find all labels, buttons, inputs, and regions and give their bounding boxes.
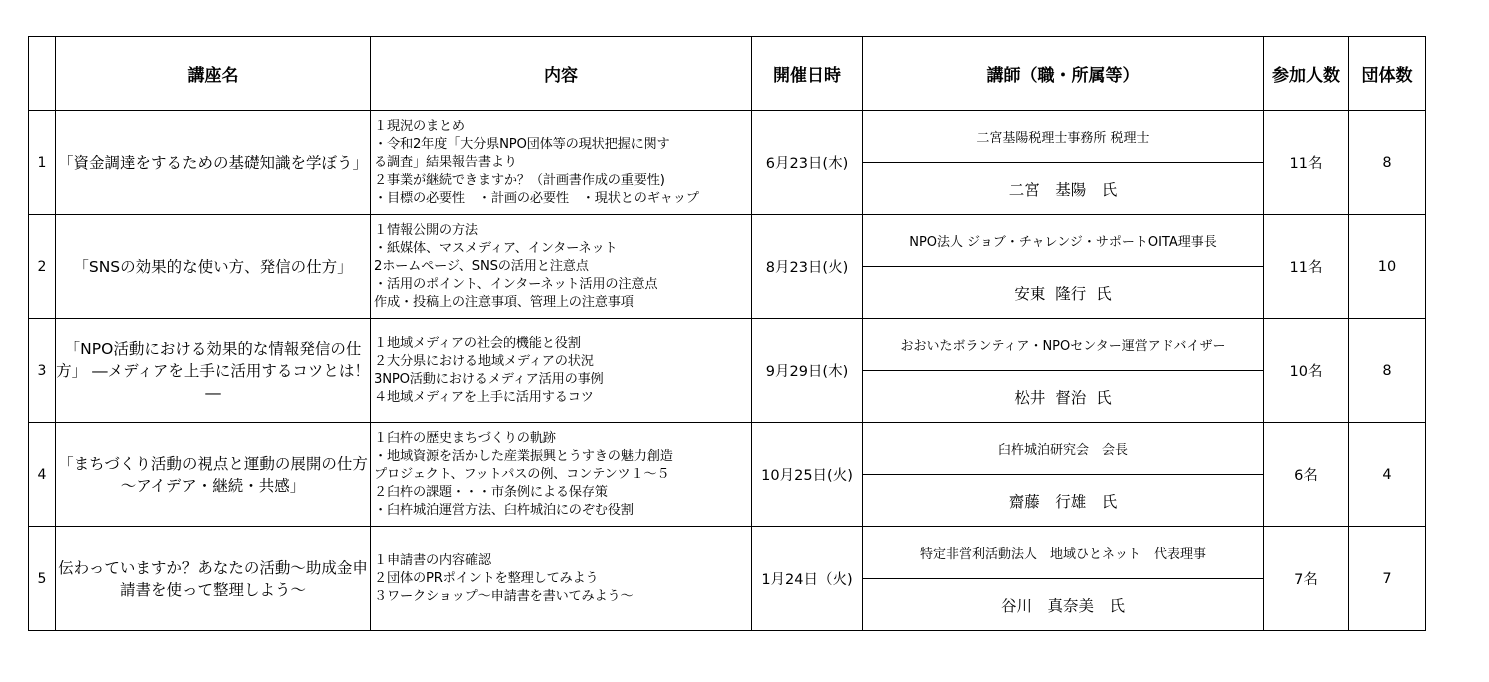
content-line: ３ワークショップ～申請書を書いてみよう～ <box>374 588 634 604</box>
lecturer-name: 二宮 基陽 氏 <box>863 163 1264 215</box>
participant-count: 6名 <box>1264 423 1349 527</box>
table-row <box>29 215 1426 267</box>
header-number <box>29 37 56 111</box>
row-number: 5 <box>29 527 56 631</box>
group-count: 4 <box>1349 423 1426 527</box>
lecturer-name: 松井 督治 氏 <box>863 371 1264 423</box>
row-number: 4 <box>29 423 56 527</box>
lecturer-affiliation: おおいたボランティア・NPOセンター運営アドバイザー <box>863 319 1264 371</box>
table-row <box>29 319 1426 371</box>
content-line: １地域メディアの社会的機能と役割 <box>374 335 581 351</box>
event-date: 9月29日(木) <box>752 319 863 423</box>
header-row <box>29 37 1426 111</box>
content-line: １情報公開の方法 <box>374 222 478 238</box>
lecturer-name: 谷川 真奈美 氏 <box>863 579 1264 631</box>
lecturer-name: 齋藤 行雄 氏 <box>863 475 1264 527</box>
course-title: 「まちづくり活動の視点と運動の展開の仕方～アイデア・継続・共感」 <box>56 423 371 527</box>
header-participants: 参加人数 <box>1264 37 1349 111</box>
event-date: 10月25日(火) <box>752 423 863 527</box>
row-number: 2 <box>29 215 56 319</box>
group-count: 10 <box>1349 215 1426 319</box>
group-count: 8 <box>1349 319 1426 423</box>
course-content <box>371 423 752 527</box>
group-count: 7 <box>1349 527 1426 631</box>
course-title: 伝わっていますか？あなたの活動～助成金申請書を使って整理しよう～ <box>56 527 371 631</box>
content-line: ２団体のPRポイントを整理してみよう <box>374 570 599 586</box>
header-groups: 団体数 <box>1349 37 1426 111</box>
course-content <box>371 215 752 319</box>
content-line: 3NPO活動におけるメディア活用の事例 <box>374 371 604 387</box>
event-date: 8月23日(火) <box>752 215 863 319</box>
course-title: 「SNSの効果的な使い方、発信の仕方」 <box>56 215 371 319</box>
lecturer-affiliation: 臼杵城泊研究会 会長 <box>863 423 1264 475</box>
lecturer-name: 安東 隆行 氏 <box>863 267 1264 319</box>
header-course-name: 講座名 <box>56 37 371 111</box>
course-content <box>371 111 752 215</box>
lecturer-affiliation: 二宮基陽税理士事務所 税理士 <box>863 111 1264 163</box>
content-line: ・活用のポイント、インターネット活用の注意点 <box>374 276 658 292</box>
content-line: ・臼杵城泊運営方法、臼杵城泊にのぞむ役割 <box>374 502 634 518</box>
content-line: ２事業が継続できますか？（計画書作成の重要性) <box>374 172 665 188</box>
event-date: 1月24日（火) <box>752 527 863 631</box>
course-title: 「NPO活動における効果的な情報発信の仕方」 ―メディアを上手に活用するコツとは！― <box>56 319 371 423</box>
content-line: る調査」結果報告書より <box>374 154 517 170</box>
content-line: ・地域資源を活かした産業振興とうすきの魅力創造 <box>374 448 673 464</box>
participant-count: 11名 <box>1264 215 1349 319</box>
participant-count: 11名 <box>1264 111 1349 215</box>
table-body <box>29 111 1426 631</box>
course-title: 「資金調達をするための基礎知識を学ぼう」 <box>56 111 371 215</box>
row-number: 3 <box>29 319 56 423</box>
content-line: ・令和2年度「大分県NPO団体等の現状把握に関す <box>374 136 670 152</box>
participant-count: 7名 <box>1264 527 1349 631</box>
row-number: 1 <box>29 111 56 215</box>
content-line: １申請書の内容確認 <box>374 552 491 568</box>
table-row <box>29 111 1426 163</box>
group-count: 8 <box>1349 111 1426 215</box>
course-content <box>371 319 752 423</box>
content-line: １臼杵の歴史まちづくりの軌跡 <box>374 430 556 446</box>
content-line: 作成・投稿上の注意事項、管理上の注意事項 <box>374 294 634 310</box>
content-line: プロジェクト、フットパスの例、コンテンツ１～５ <box>374 466 670 482</box>
participant-count: 10名 <box>1264 319 1349 423</box>
lecturer-affiliation: NPO法人 ジョブ・チャレンジ・サポートOITA理事長 <box>863 215 1264 267</box>
lecturer-affiliation: 特定非営利活動法人 地域ひとネット 代表理事 <box>863 527 1264 579</box>
header-content: 内容 <box>371 37 752 111</box>
seminar-table <box>28 36 1426 631</box>
content-line: ・目標の必要性 ・計画の必要性 ・現状とのギャップ <box>374 190 699 206</box>
content-line: １現況のまとめ <box>374 118 465 134</box>
header-datetime: 開催日時 <box>752 37 863 111</box>
content-line: ２大分県における地域メディアの状況 <box>374 353 594 369</box>
content-line: 2ホームページ、SNSの活用と注意点 <box>374 258 589 274</box>
content-line: ・紙媒体、マスメディア、インターネット <box>374 240 618 256</box>
content-line: ４地域メディアを上手に活用するコツ <box>374 389 594 405</box>
course-content <box>371 527 752 631</box>
header-lecturer: 講師（職・所属等） <box>863 37 1264 111</box>
table-row <box>29 527 1426 579</box>
table-row <box>29 423 1426 475</box>
content-line: ２臼杵の課題・・・市条例による保存策 <box>374 484 608 500</box>
event-date: 6月23日(木) <box>752 111 863 215</box>
